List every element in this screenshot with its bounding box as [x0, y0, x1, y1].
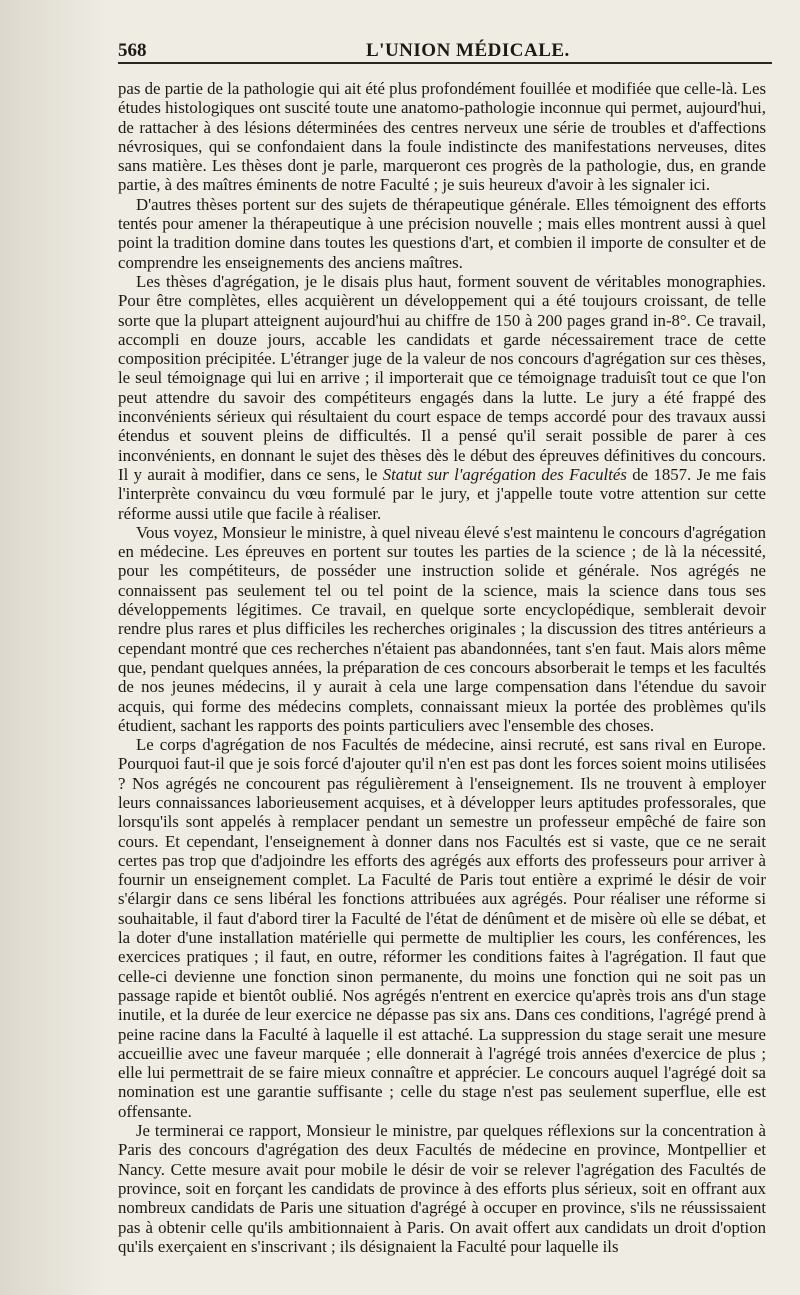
paragraph: pas de partie de la pathologie qui ait été plus profondément fouillée et modifiée que celle-là. Les études histologiques ont suscité toute une anatomo-pathologie inconnue qui permet, aujourd'hui, de rattacher à des lésions déterminées des centres nerveux une série de troubles et d'affections névrosiques, qui se confondaient dans la foule indistincte des manifestations nerveuses, dites sans matière. Les thèses dont je parle, marqueront ces progrès de la pathologie, dus, en grande partie, à des maîtres éminents de notre Faculté ; je suis heureux d'avoir à les signaler ici. [118, 79, 766, 195]
paragraph: Je terminerai ce rapport, Monsieur le ministre, par quelques réflexions sur la concentration à Paris des concours d'agrégation des deux Facultés de médecine en province, Montpellier et Nancy. Cette mesure avait pour mobile le désir de voir se relever l'agrégation des Facultés de province, soit en forçant les candidats de province à des efforts plus sérieux, soit en offrant aux nombreux candidats de Paris une situation d'agrégé à occuper en province, s'ils ne réussissaient pas à obtenir celle qu'ils ambitionnaient à Paris. On avait offert aux candidats un droit d'option qu'ils exerçaient en s'inscrivant ; ils désignaient la Faculté pour laquelle ils [118, 1121, 766, 1256]
paragraph: Le corps d'agrégation de nos Facultés de médecine, ainsi recruté, est sans rival en Europe. Pourquoi faut-il que je sois forcé d'ajouter qu'il n'en est pas dont les forces soient moins utilisées ? Nos agrégés ne concourent pas régulièrement à l'enseignement. Ils ne trouvent à employer leurs connaissances laborieusement acquises, et à développer leurs aptitudes professorales, que lorsqu'ils sont appelés à remplacer pendant un semestre un professeur empêché de faire son cours. Et cependant, l'enseignement à donner dans nos Facultés est si vaste, que ce ne serait certes pas trop que d'adjoindre les efforts des agrégés aux efforts des professeurs pour arriver à fournir un enseignement complet. La Faculté de Paris tout entière a exprimé le désir de voir s'élargir dans ce sens libéral les fonctions attribuées aux agrégés. Pour réaliser une réforme si souhaitable, il faut d'abord tirer la Faculté de l'état de dénûment et de misère où elle se débat, et la doter d'une installation matérielle qui permette de multiplier les cours, les conférences, les exercices pratiques ; il faut, en outre, réformer les conditions faites à l'agrégation. Il faut que celle-ci devienne une fonction sinon permanente, du moins une fonction qui ne soit pas un passage rapide et bientôt oublié. Nos agrégés n'entrent en exercice qu'après trois ans d'un stage inutile, et la durée de leur exercice ne dépasse pas six ans. Dans ces conditions, l'agrégé prend à peine racine dans la Faculté à laquelle il est attaché. La suppression du stage serait une mesure accueillie avec une faveur marquée ; elle donnerait à l'agrégé trois années d'exercice de plus ; elle lui permettrait de se faire mieux connaître et apprécier. Le concours auquel l'agrégé doit sa nomination est une garantie suffisante ; celle du stage n'est pas seulement superflue, elle est offensante. [118, 735, 766, 1121]
paragraph: D'autres thèses portent sur des sujets de thérapeutique générale. Elles témoignent des efforts tentés pour amener la thérapeutique à une précision nouvelle ; mais elles montrent aussi à quel point la tradition domine dans toutes les questions d'art, et combien il importe de consulter et de comprendre les enseignements des anciens maîtres. [118, 194, 766, 272]
page-number: 568 [118, 40, 147, 61]
article-body [118, 79, 766, 1256]
running-title: L'UNION MÉDICALE. [366, 40, 570, 61]
statute-title: Statut sur l'agrégation des Facultés [382, 464, 627, 484]
facing-page-bleed [0, 0, 108, 1295]
paragraph: Vous voyez, Monsieur le ministre, à quel niveau élevé s'est maintenu le concours d'agrégation en médecine. Les épreuves en portent sur toutes les parties de la science ; de là la nécessité, pour les compétiteurs, de posséder une instruction solide et générale. Nos agrégés ne connaissent pas seulement tel ou tel point de la science, mais la science dans tous ses développements légitimes. Ce travail, en quelque sorte encyclopédique, semblerait devoir rendre plus rares et plus difficiles les recherches originales ; la discussion des titres antérieurs a cependant montré que ces recherches n'étaient pas abandonnées, tant s'en faut. Mais alors même que, pendant quelques années, la préparation de ces concours absorberait le temps et les facultés de nos jeunes médecins, il y aurait à cela une large compensation dans l'étendue du savoir acquis, qui forme des médecins complets, connaissant mieux la portée des problèmes qu'ils étudient, sachant les rapports des points particuliers avec l'ensemble des choses. [118, 522, 766, 735]
paragraph [118, 272, 766, 523]
paragraph-text: Les thèses d'agrégation, je le disais plus haut, forment souvent de véritables monographies. Pour être complètes, elles acquièrent un développement qui a été toujours croissant, de telle sorte que la plupart atteignent aujourd'hui au chiffre de 150 à 200 pages grand in-8°. Ce travail, accompli en douze jours, accable les candidats et garde nécessairement trace de cette composition précipitée. L'étranger juge de la valeur de nos concours d'agrégation sur ces thèses, le seul témoignage qui lui en arrive ; il importerait que ce témoignage traduisît tout ce que l'on peut attendre du savoir des compétiteurs engagés dans la lutte. Le jury a été frappé des inconvénients sérieux qui résultaient du court espace de temps accordé pour des travaux aussi étendus et souvent pleins de difficultés. Il a pensé qu'il serait possible de parer à ces inconvénients, en donnant le sujet des thèses dès le début des épreuves définitives du concours. Il y aurait à modifier, dans ce sens, le [118, 271, 766, 484]
header-rule [118, 62, 772, 64]
paragraph-text: de 1857. Je me fais l'interprète convaincu du vœu formulé par le jury, et j'appelle toute votre attention sur cette réforme aussi utile que facile à réaliser. [118, 464, 767, 523]
